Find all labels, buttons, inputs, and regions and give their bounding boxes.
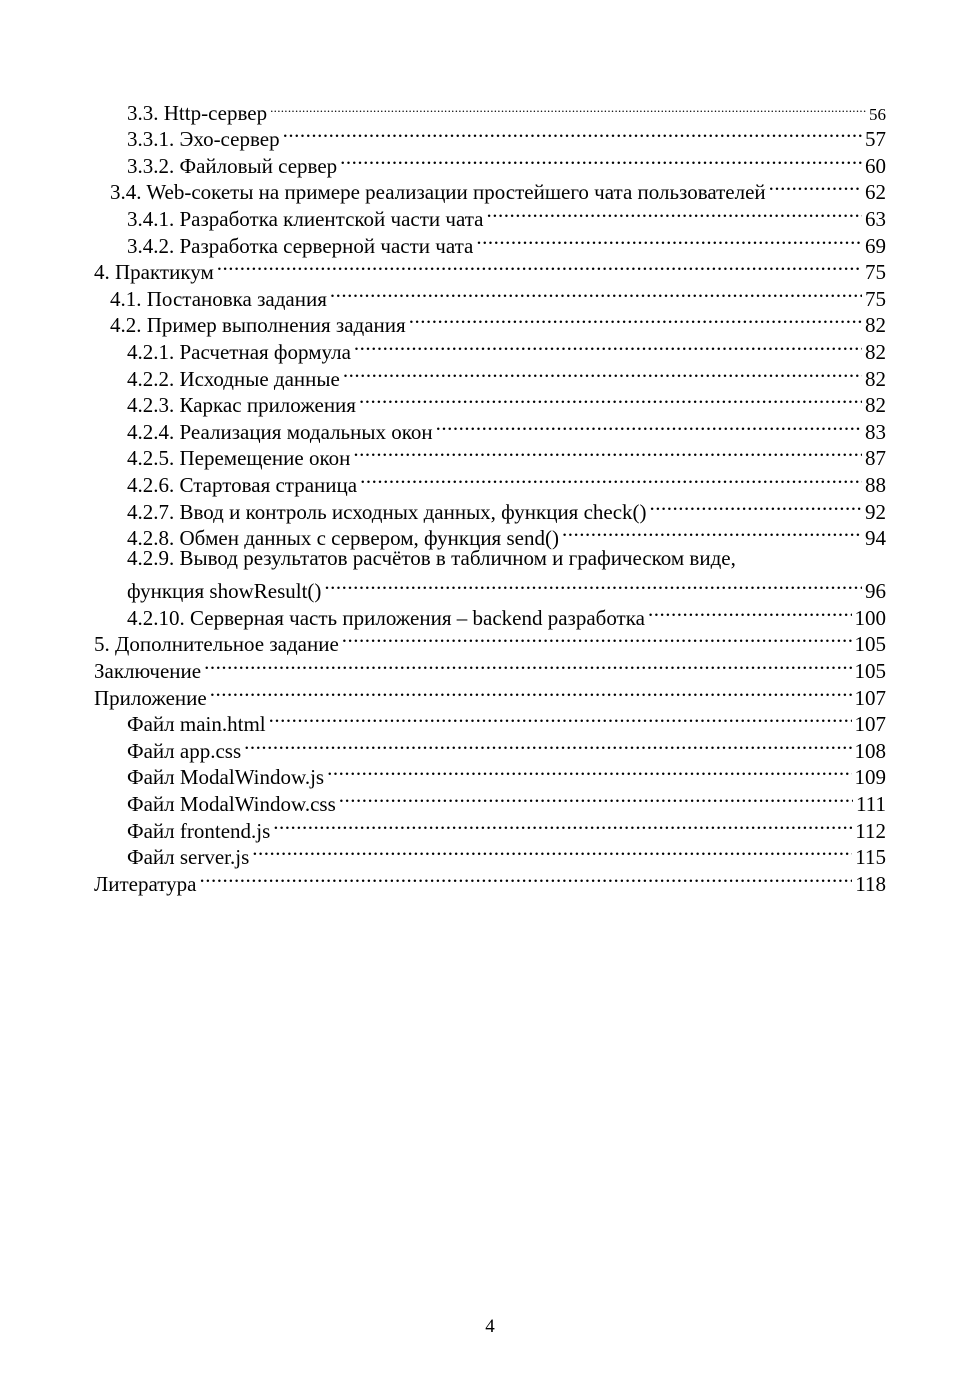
toc-dot-leader [283,120,862,147]
toc-entry [94,705,886,737]
toc-entry-title: 4.2.5. Перемещение окон [127,446,351,471]
toc-entry-page: 92 [865,499,886,524]
toc-dot-leader [330,279,862,306]
toc-entry [94,864,886,896]
toc-entry [94,492,886,524]
toc-entry [94,199,886,231]
toc-dot-leader [343,359,862,386]
toc-entry [94,412,886,444]
toc-entry-title: Файл ModalWindow.js [127,765,325,790]
toc-entry-page: 82 [865,339,886,364]
toc-entry [94,598,886,630]
toc-entry-page: 63 [865,206,886,231]
toc-dot-leader [650,492,862,519]
toc-entry [94,120,886,152]
toc-entry-page: 69 [865,233,886,258]
toc-dot-leader [354,332,862,359]
toc-entry [94,784,886,817]
toc-entry-title: Файл app.css [127,738,242,763]
toc-entry-page: 107 [854,685,886,710]
toc-entry-page: 109 [854,765,886,790]
toc-entry [94,465,886,497]
toc-dot-leader [340,146,862,173]
toc-entry-title: 4.2. Пример выполнения задания [110,313,406,338]
toc-dot-leader [436,412,862,439]
toc-entry-page: 56 [869,104,886,124]
toc-entry [94,173,886,205]
toc-entry-page: 94 [865,526,886,551]
toc-dot-leader [269,705,852,732]
toc-entry-page: 105 [854,632,886,657]
toc-entry-page: 111 [856,792,886,817]
toc-entry [94,519,886,551]
toc-entry-title: 4.2.9. Вывод результатов расчётов в табличном и графическом виде, [127,546,736,571]
toc-entry [94,386,886,418]
toc-dot-leader [252,838,852,865]
toc-dot-leader [562,519,862,546]
toc-entry-page: 87 [865,446,886,471]
toc-entry [94,279,886,311]
toc-entry-title: функция showResult() [127,579,322,604]
toc-entry-title: 3.4.2. Разработка серверной части чата [127,233,474,258]
toc-entry-title: 4.2.1. Расчетная формула [127,339,351,364]
toc-entry-page: 100 [854,605,886,630]
toc-entry-title: 4.1. Постановка задания [110,286,327,311]
toc-entry-page: 82 [865,366,886,391]
toc-dot-leader [273,811,852,838]
toc-entry-title: 4.2.3. Каркас приложения [127,393,356,418]
toc-dot-leader [244,731,851,758]
toc-entry-title: Литература [94,871,197,896]
toc-dot-leader [270,93,866,120]
toc-dot-leader [217,253,862,280]
toc-dot-leader [769,173,862,200]
toc-dot-leader [648,598,852,625]
toc-entry [94,651,886,684]
toc-entry-page: 105 [854,659,886,684]
toc-entry [94,572,886,604]
toc-entry [94,678,886,710]
toc-entry-page: 108 [854,738,886,763]
toc-dot-leader [204,651,851,678]
toc-entry-page: 75 [865,286,886,311]
toc-entry [94,306,886,338]
toc-entry-title: 3.3.2. Файловый сервер [127,153,338,178]
toc-entry [94,545,886,572]
toc-entry-title: Приложение [94,685,207,710]
toc-entry [94,253,886,285]
toc-dot-leader [359,386,862,413]
toc-entry-title: Заключение [94,659,202,684]
toc-entry-page: 82 [865,313,886,338]
toc-entry-title: 5. Дополнительное задание [94,632,339,657]
toc-entry-title: Файл frontend.js [127,818,271,843]
toc-entry [94,439,886,471]
toc-entry-page: 62 [865,180,886,205]
toc-dot-leader [476,226,862,253]
page-number: 4 [485,1316,495,1337]
toc-dot-leader [360,465,862,492]
toc-entry-title: 3.3. Http-сервер [127,100,268,125]
toc-entry-page: 88 [865,472,886,497]
toc-entry-title: 4.2.10. Серверная часть приложения – backend разработка [127,605,645,630]
toc-entry-title: Файл main.html [127,712,266,737]
toc-entry [94,146,886,178]
toc-entry [94,758,886,790]
toc-dot-leader [409,306,862,333]
toc-entry-title: 4.2.4. Реализация модальных окон [127,419,433,444]
table-of-contents [94,93,886,896]
toc-dot-leader [327,758,851,785]
toc-entry-page: 118 [855,871,886,896]
toc-entry-page: 112 [855,818,886,843]
toc-entry [94,332,886,364]
toc-entry-page: 83 [865,419,886,444]
toc-entry-page: 75 [865,260,886,285]
toc-dot-leader [324,572,862,599]
toc-entry [94,625,886,657]
toc-entry-title: 3.3.1. Эхо-сервер [127,127,280,152]
toc-entry-title: Файл ModalWindow.css [127,792,336,817]
toc-entry [94,731,886,763]
toc-entry-page: 60 [865,153,886,178]
toc-entry [94,93,886,125]
toc-entry-title: 4.2.7. Ввод и контроль исходных данных, функция check() [127,499,647,524]
toc-entry-title: 4.2.6. Стартовая страница [127,472,358,497]
toc-entry-page: 82 [865,393,886,418]
toc-entry-page: 115 [855,845,886,870]
toc-entry-title: 3.4.1. Разработка клиентской части чата [127,206,484,231]
toc-entry-page: 57 [865,127,886,152]
toc-entry [94,811,886,843]
toc-dot-leader [199,864,852,891]
toc-entry-title: 4.2.2. Исходные данные [127,366,340,391]
toc-entry [94,838,886,870]
toc-dot-leader [210,678,852,705]
toc-entry-title: 4.2.8. Обмен данных с сервером, функция send() [127,526,559,551]
toc-dot-leader [339,784,853,811]
toc-entry [94,359,886,391]
toc-entry-page: 107 [854,712,886,737]
toc-entry-title: Файл server.js [127,845,250,870]
toc-dot-leader [486,199,862,226]
toc-entry-title: 4. Практикум [94,260,214,285]
toc-dot-leader [342,625,852,652]
toc-entry [94,226,886,258]
toc-dot-leader [353,439,862,466]
toc-entry-title: 3.4. Web-сокеты на примере реализации простейшего чата пользователей [110,180,766,205]
toc-entry-page: 96 [865,579,886,604]
